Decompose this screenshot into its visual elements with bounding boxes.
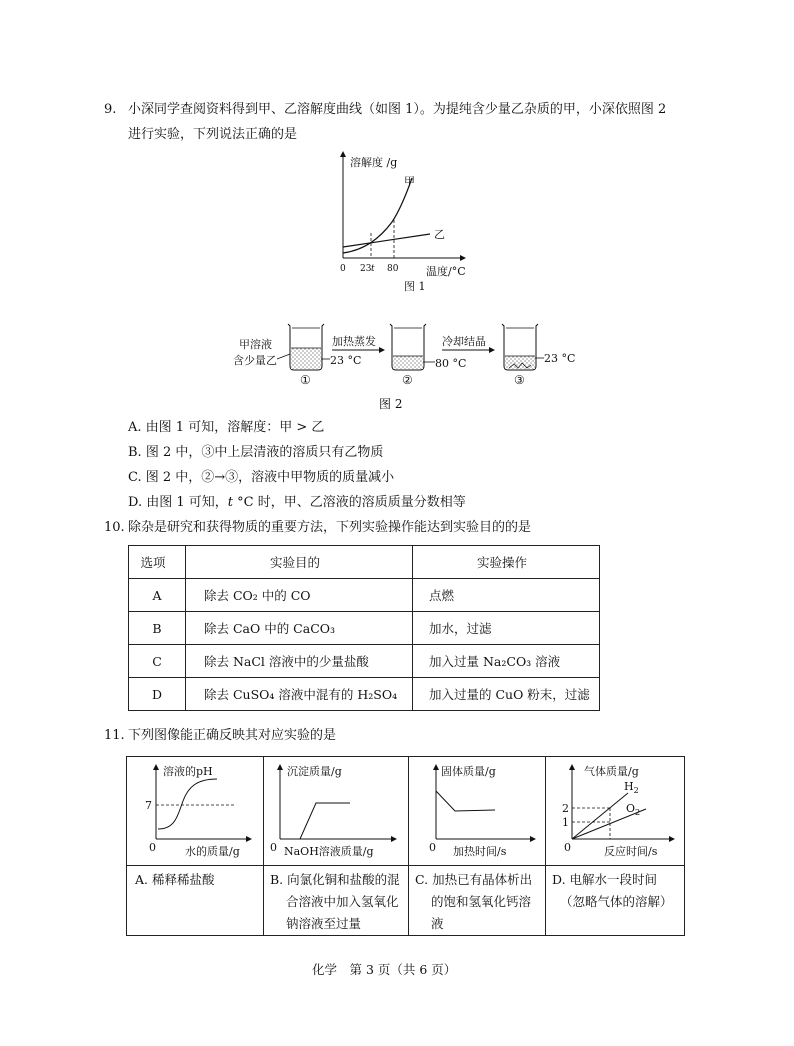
q10-row-operation: 加入过量 Na₂CO₃ 溶液 [413, 645, 600, 678]
q10-stem: 除杂是研究和获得物质的重要方法，下列实验操作能达到实验目的的是 [128, 520, 532, 535]
beaker-1 [288, 324, 324, 370]
q11-option-a-line: A. 稀释稀盐酸 [135, 872, 215, 887]
figure1-label-jia: 甲 [404, 175, 415, 188]
q11-graph-table [126, 756, 685, 936]
q11-graph-c-xlabel: 加热时间/s [453, 845, 507, 858]
q10-row-option: B [129, 612, 186, 645]
page-footer: 化学 第 3 页（共 6 页） [312, 962, 457, 977]
q11-graph-a [131, 759, 261, 863]
q11-graph-a-xlabel: 水的质量/g [185, 845, 240, 858]
q11-graph-d-origin: 0 [564, 841, 571, 854]
figure2-temp-1: 23 °C [330, 354, 362, 367]
q11-graph-a-ylabel: 溶液的pH [163, 765, 213, 778]
figure2-step-1: 加热蒸发 [332, 335, 376, 348]
q9-option-a: A. 由图 1 可知，溶解度：甲 > 乙 [128, 420, 325, 435]
q10-row-purpose: 除去 CaO 中的 CaCO₃ [186, 612, 413, 645]
q11-graph-a-tick-7: 7 [145, 799, 152, 812]
table-row [129, 678, 600, 711]
q10-table-header [129, 546, 600, 579]
q11-graph-d-line-h2 [572, 793, 628, 839]
figure2-beaker-3-label: ③ [514, 373, 525, 387]
q11-option-d-line: D. 电解水一段时间 [552, 872, 658, 887]
figure1-label-yi: 乙 [434, 228, 445, 241]
figure1-caption: 图 1 [404, 280, 426, 293]
figure2-temp-3: 23 °C [544, 352, 576, 365]
q11-graph-b-curve [300, 803, 350, 839]
q10-row-purpose: 除去 CuSO₄ 溶液中混有的 H₂SO₄ [186, 678, 413, 711]
figure2-left-label-2: 含少量乙 [233, 354, 277, 367]
figure2-beaker-2-label: ② [402, 373, 413, 387]
q9-option-c: C. 图 2 中，②→③，溶液中甲物质的质量减小 [128, 470, 395, 485]
q11-graph-c [411, 759, 543, 863]
q9-option-d-suffix: °C 时，甲、乙溶液的溶质质量分数相等 [233, 495, 466, 510]
figure2-temp-2: 80 °C [435, 357, 467, 370]
q11-number: 11. [104, 728, 125, 743]
q11-option-b-line: 钠溶液至过量 [286, 916, 362, 931]
q11-option-c [415, 869, 532, 935]
figure1-tick-23: 23 [360, 264, 372, 274]
figure1-tick-0: 0 [340, 264, 346, 274]
q11-option-c-line: 的饱和氢氧化钙溶 [431, 894, 532, 909]
q11-graph-d-tick-2: 2 [562, 802, 569, 815]
figure2-left-label-1: 甲溶液 [239, 338, 272, 351]
figure1-tick-80: 80 [387, 264, 399, 274]
q11-graph-d-xlabel: 反应时间/s [604, 845, 658, 858]
q10-header-purpose: 实验目的 [186, 546, 413, 579]
figure2-beaker-1-label: ① [300, 373, 311, 387]
beaker-2 [390, 324, 426, 370]
q11-graph-d-label-o2: $O_2$ [626, 802, 641, 817]
q9-stem-line1: 小深同学查阅资料得到甲、乙溶解度曲线（如图 1）。为提纯含少量乙杂质的甲，小深依照图 2 [128, 102, 667, 117]
q10-header-operation: 实验操作 [413, 546, 600, 579]
q11-option-d [552, 869, 673, 913]
figure2-experiment-flow [226, 318, 586, 413]
q11-graph-d-tick-1: 1 [562, 816, 569, 829]
q11-stem: 下列图像能正确反映其对应实验的是 [128, 728, 337, 743]
table-row [129, 612, 600, 645]
beaker-3 [502, 324, 538, 370]
q10-row-purpose: 除去 NaCl 溶液中的少量盐酸 [186, 645, 413, 678]
q11-option-b [270, 869, 400, 935]
table-row [129, 579, 600, 612]
q11-graph-c-ylabel: 固体质量/g [441, 765, 496, 778]
q11-graph-b-ylabel: 沉淀质量/g [287, 765, 342, 778]
q10-row-operation: 加水，过滤 [413, 612, 600, 645]
q11-graph-b-origin: 0 [270, 841, 277, 854]
table-row [129, 645, 600, 678]
figure1-ylabel: 溶解度 /g [350, 156, 398, 169]
q11-option-b-line: B. 向氯化铜和盐酸的混 [270, 872, 400, 887]
q11-graph-d-label-h2: $H_2$ [624, 780, 639, 795]
q9-option-b: B. 图 2 中，③中上层清液的溶质只有乙物质 [128, 445, 384, 460]
q10-row-operation: 点燃 [413, 579, 600, 612]
figure1-curve-yi [343, 234, 430, 247]
q11-option-c-line: C. 加热已有晶体析出 [415, 872, 533, 887]
q11-option-c-line: 液 [431, 916, 444, 931]
q9-number: 9. [104, 102, 117, 117]
q11-graph-c-origin: 0 [429, 841, 436, 854]
q10-row-option: A [129, 579, 186, 612]
figure1-xlabel: 温度/°C [426, 265, 466, 278]
q11-graph-d-ylabel: 气体质量/g [584, 765, 639, 778]
q11-option-b-line: 合溶液中加入氢氧化 [286, 894, 399, 909]
q10-header-option: 选项 [129, 546, 186, 579]
q11-option-d-line: （忽略气体的溶解） [560, 894, 673, 909]
q9-stem-line2: 进行实验，下列说法正确的是 [128, 127, 298, 142]
q11-graph-d [548, 759, 682, 863]
q11-graph-c-curve [436, 791, 495, 811]
q10-row-operation: 加入过量的 CuO 粉末，过滤 [413, 678, 600, 711]
q11-graph-b-xlabel: NaOH溶液质量/g [284, 845, 374, 858]
q11-option-a [135, 869, 214, 891]
q11-graph-b [266, 759, 406, 863]
q9-option-d-prefix: D. 由图 1 可知， [128, 495, 228, 510]
q10-table [128, 545, 600, 711]
figure1-tick-t: t [371, 264, 375, 274]
q9-option-d-t: t [227, 495, 233, 510]
figure2-caption: 图 2 [379, 397, 403, 411]
q11-graph-a-curve [158, 779, 217, 829]
q10-number: 10. [104, 520, 125, 535]
figure2-step-2: 冷却结晶 [442, 335, 486, 348]
q11-graph-a-origin: 0 [149, 841, 156, 854]
figure1-solubility-chart [330, 150, 480, 298]
q9-option-d [128, 494, 466, 512]
q10-row-purpose: 除去 CO₂ 中的 CO [186, 579, 413, 612]
q10-row-option: C [129, 645, 186, 678]
q10-row-option: D [129, 678, 186, 711]
